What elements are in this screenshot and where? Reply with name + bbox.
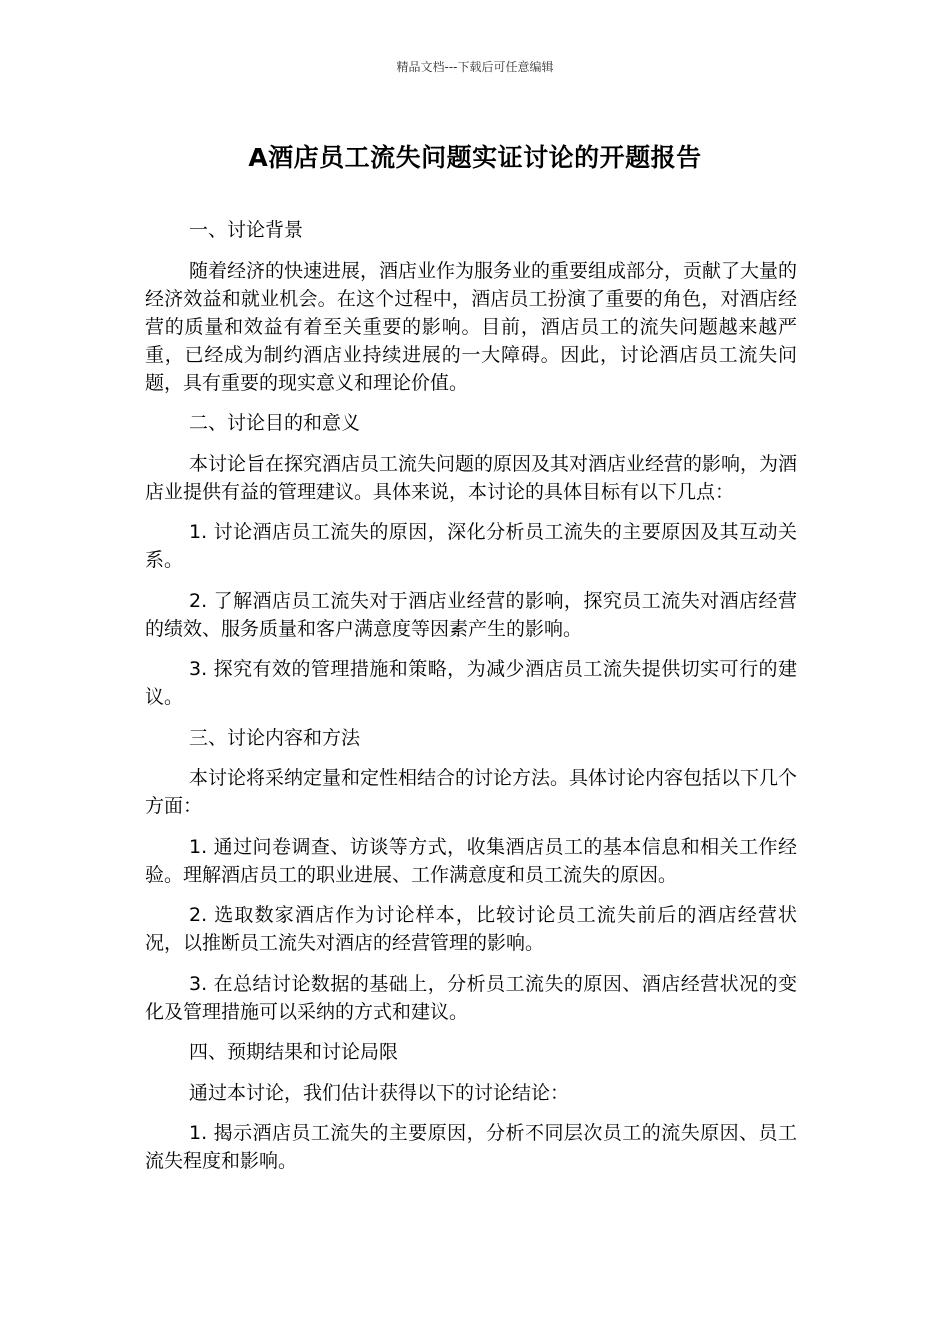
- section-heading-purpose: 二、讨论目的和意义: [189, 412, 361, 434]
- section-heading-methods: 三、讨论内容和方法: [189, 726, 361, 749]
- section-heading-background: 一、讨论背景: [189, 219, 304, 241]
- document-body: [145, 216, 797, 1188]
- page-header: 精品文档---下载后可任意编辑: [396, 60, 554, 74]
- list-item: 3. 在总结讨论数据的基础上，分析员工流失的原因、酒店经营状况的变化及管理措施可以采纳的方式和建议。: [145, 972, 797, 1023]
- paragraph-methods: 本讨论将采纳定量和定性相结合的讨论方法。具体讨论内容包括以下几个方面：: [145, 767, 798, 817]
- list-item: 3. 探究有效的管理措施和策略，为减少酒店员工流失提供切实可行的建议。: [145, 658, 797, 708]
- section-heading-results: 四、预期结果和讨论局限: [189, 1041, 399, 1063]
- paragraph-purpose: 本讨论旨在探究酒店员工流失问题的原因及其对酒店业经营的影响，为酒店业提供有益的管理建议。具体来说，本讨论的具体目标有以下几点：: [145, 452, 798, 503]
- list-item: 2. 选取数家酒店作为讨论样本，比较讨论员工流失前后的酒店经营状况，以推断员工流失对酒店的经营管理的影响。: [145, 904, 797, 954]
- list-item: 2. 了解酒店员工流失对于酒店业经营的影响，探究员工流失对酒店经营的绩效、服务质量和客户满意度等因素产生的影响。: [145, 589, 797, 640]
- list-item: 1. 讨论酒店员工流失的原因，深化分析员工流失的主要原因及其互动关系。: [145, 521, 797, 571]
- list-item: 1. 揭示酒店员工流失的主要原因，分析不同层次员工的流失原因、员工流失程度和影响。: [145, 1122, 797, 1172]
- list-item: 1. 通过问卷调查、访谈等方式，收集酒店员工的基本信息和相关工作经验。理解酒店员工的职业进展、工作满意度和员工流失的原因。: [145, 835, 797, 886]
- document-title: A酒店员工流失问题实证讨论的开题报告: [248, 143, 702, 172]
- paragraph-background: 随着经济的快速进展，酒店业作为服务业的重要组成部分，贡献了大量的经济效益和就业机会。在这个过程中，酒店员工扮演了重要的角色，对酒店经营的质量和效益有着至关重要的影响。目前，酒店员工的流失问题越来越严重，已经成为制约酒店业持续进展的一大障碍。因此，讨论酒店员工流失问题，具有重要的现实意义和理论价值。: [145, 259, 798, 394]
- paragraph-results: 通过本讨论，我们估计获得以下的讨论结论：: [189, 1081, 570, 1104]
